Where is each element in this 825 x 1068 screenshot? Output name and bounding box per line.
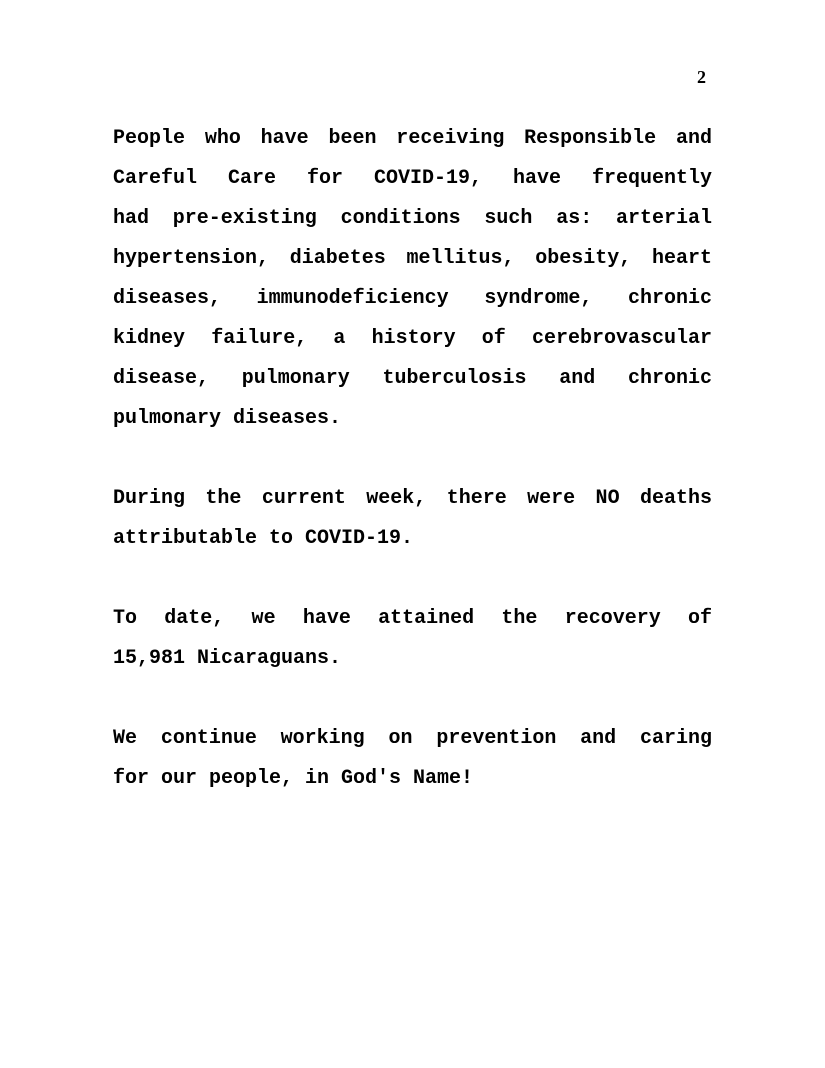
paragraph-closing xyxy=(113,719,712,799)
text-line: We continue working on prevention and caring xyxy=(113,727,712,750)
text-line: pulmonary diseases. xyxy=(113,407,342,430)
text-line: hypertension, diabetes mellitus, obesity, heart xyxy=(113,247,712,270)
text-line: During the current week, there were NO deaths xyxy=(113,487,712,510)
paragraph-recoveries xyxy=(113,599,712,679)
text-line: disease, pulmonary tuberculosis and chronic xyxy=(113,367,712,390)
text-line: for our people, in God's Name! xyxy=(113,767,474,790)
text-line: attributable to COVID-19. xyxy=(113,527,414,550)
text-line: diseases, immunodeficiency syndrome, chronic xyxy=(113,287,712,310)
text-line: To date, we have attained the recovery of xyxy=(113,607,712,630)
paragraph-no-deaths xyxy=(113,479,712,559)
paragraph-preexisting-conditions xyxy=(113,119,712,439)
text-line: 15,981 Nicaraguans. xyxy=(113,647,342,670)
document-body xyxy=(113,119,712,839)
text-line: Careful Care for COVID-19, have frequently xyxy=(113,167,712,190)
page-number: 2 xyxy=(697,67,706,87)
text-line: People who have been receiving Responsible and xyxy=(113,127,712,150)
text-line: had pre-existing conditions such as: arterial xyxy=(113,207,712,230)
text-line: kidney failure, a history of cerebrovascular xyxy=(113,327,712,350)
